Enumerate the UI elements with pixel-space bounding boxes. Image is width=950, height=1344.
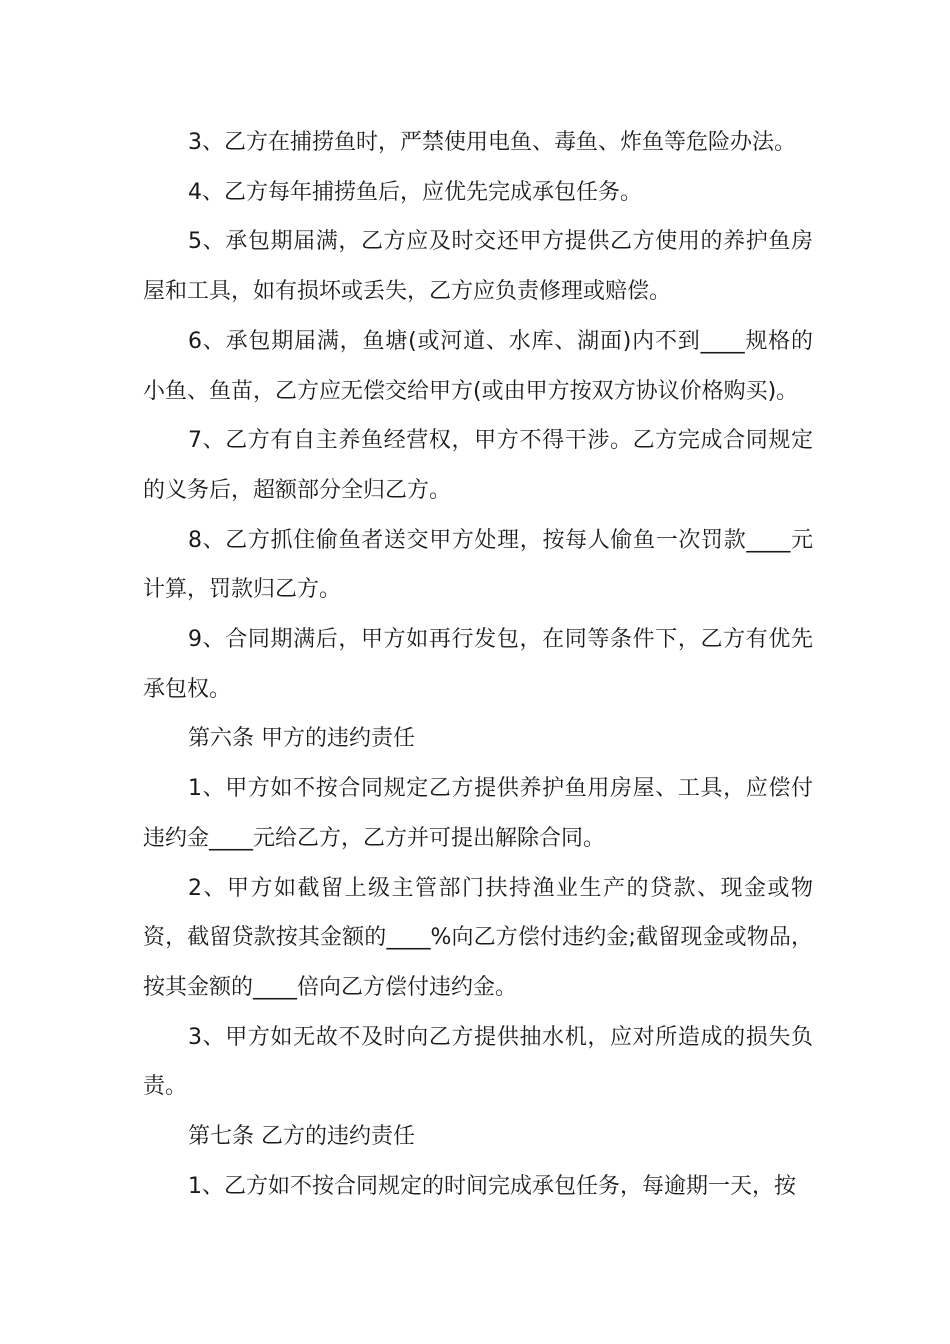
- clause-paragraph: 3、甲方如无故不及时向乙方提供抽水机，应对所造成的损失负责。: [143, 1024, 813, 1100]
- clause-paragraph: 8、乙方抓住偷鱼者送交甲方处理，按每人偷鱼一次罚款____元计算，罚款归乙方。: [143, 527, 813, 603]
- clause-paragraph: 4、乙方每年捕捞鱼后，应优先完成承包任务。: [188, 179, 642, 205]
- document-body: [143, 118, 813, 1211]
- clause-paragraph: 6、承包期届满，鱼塘(或河道、水库、湖面)内不到____规格的小鱼、鱼苗，乙方应无偿交给甲方(或由甲方按双方协议价格购买)。: [143, 328, 813, 404]
- clause-paragraph: 3、乙方在捕捞鱼时，严禁使用电鱼、毒鱼、炸鱼等危险办法。: [188, 130, 796, 155]
- clause-paragraph: 9、合同期满后，甲方如再行发包，在同等条件下，乙方有优先承包权。: [143, 627, 813, 702]
- clause-paragraph: 2、甲方如截留上级主管部门扶持渔业生产的贷款、现金或物资，截留贷款按其金额的____%向乙方偿付违约金;截留现金或物品，按其金额的____倍向乙方偿付违约金。: [143, 875, 813, 1000]
- clause-paragraph: 1、甲方如不按合同规定乙方提供养护鱼用房屋、工具，应偿付违约金____元给乙方，乙方并可提出解除合同。: [143, 776, 813, 851]
- section-heading: 第六条 甲方的违约责任: [188, 726, 415, 752]
- clause-paragraph: 1、乙方如不按合同规定的时间完成承包任务，每逾期一天，按: [188, 1173, 796, 1199]
- clause-paragraph: 7、乙方有自主养鱼经营权，甲方不得干涉。乙方完成合同规定的义务后，超额部分全归乙方。: [143, 428, 813, 503]
- section-heading: 第七条 乙方的违约责任: [188, 1124, 415, 1150]
- clause-paragraph: 5、承包期届满，乙方应及时交还甲方提供乙方使用的养护鱼房屋和工具，如有损坏或丢失，乙方应负责修理或赔偿。: [143, 229, 813, 305]
